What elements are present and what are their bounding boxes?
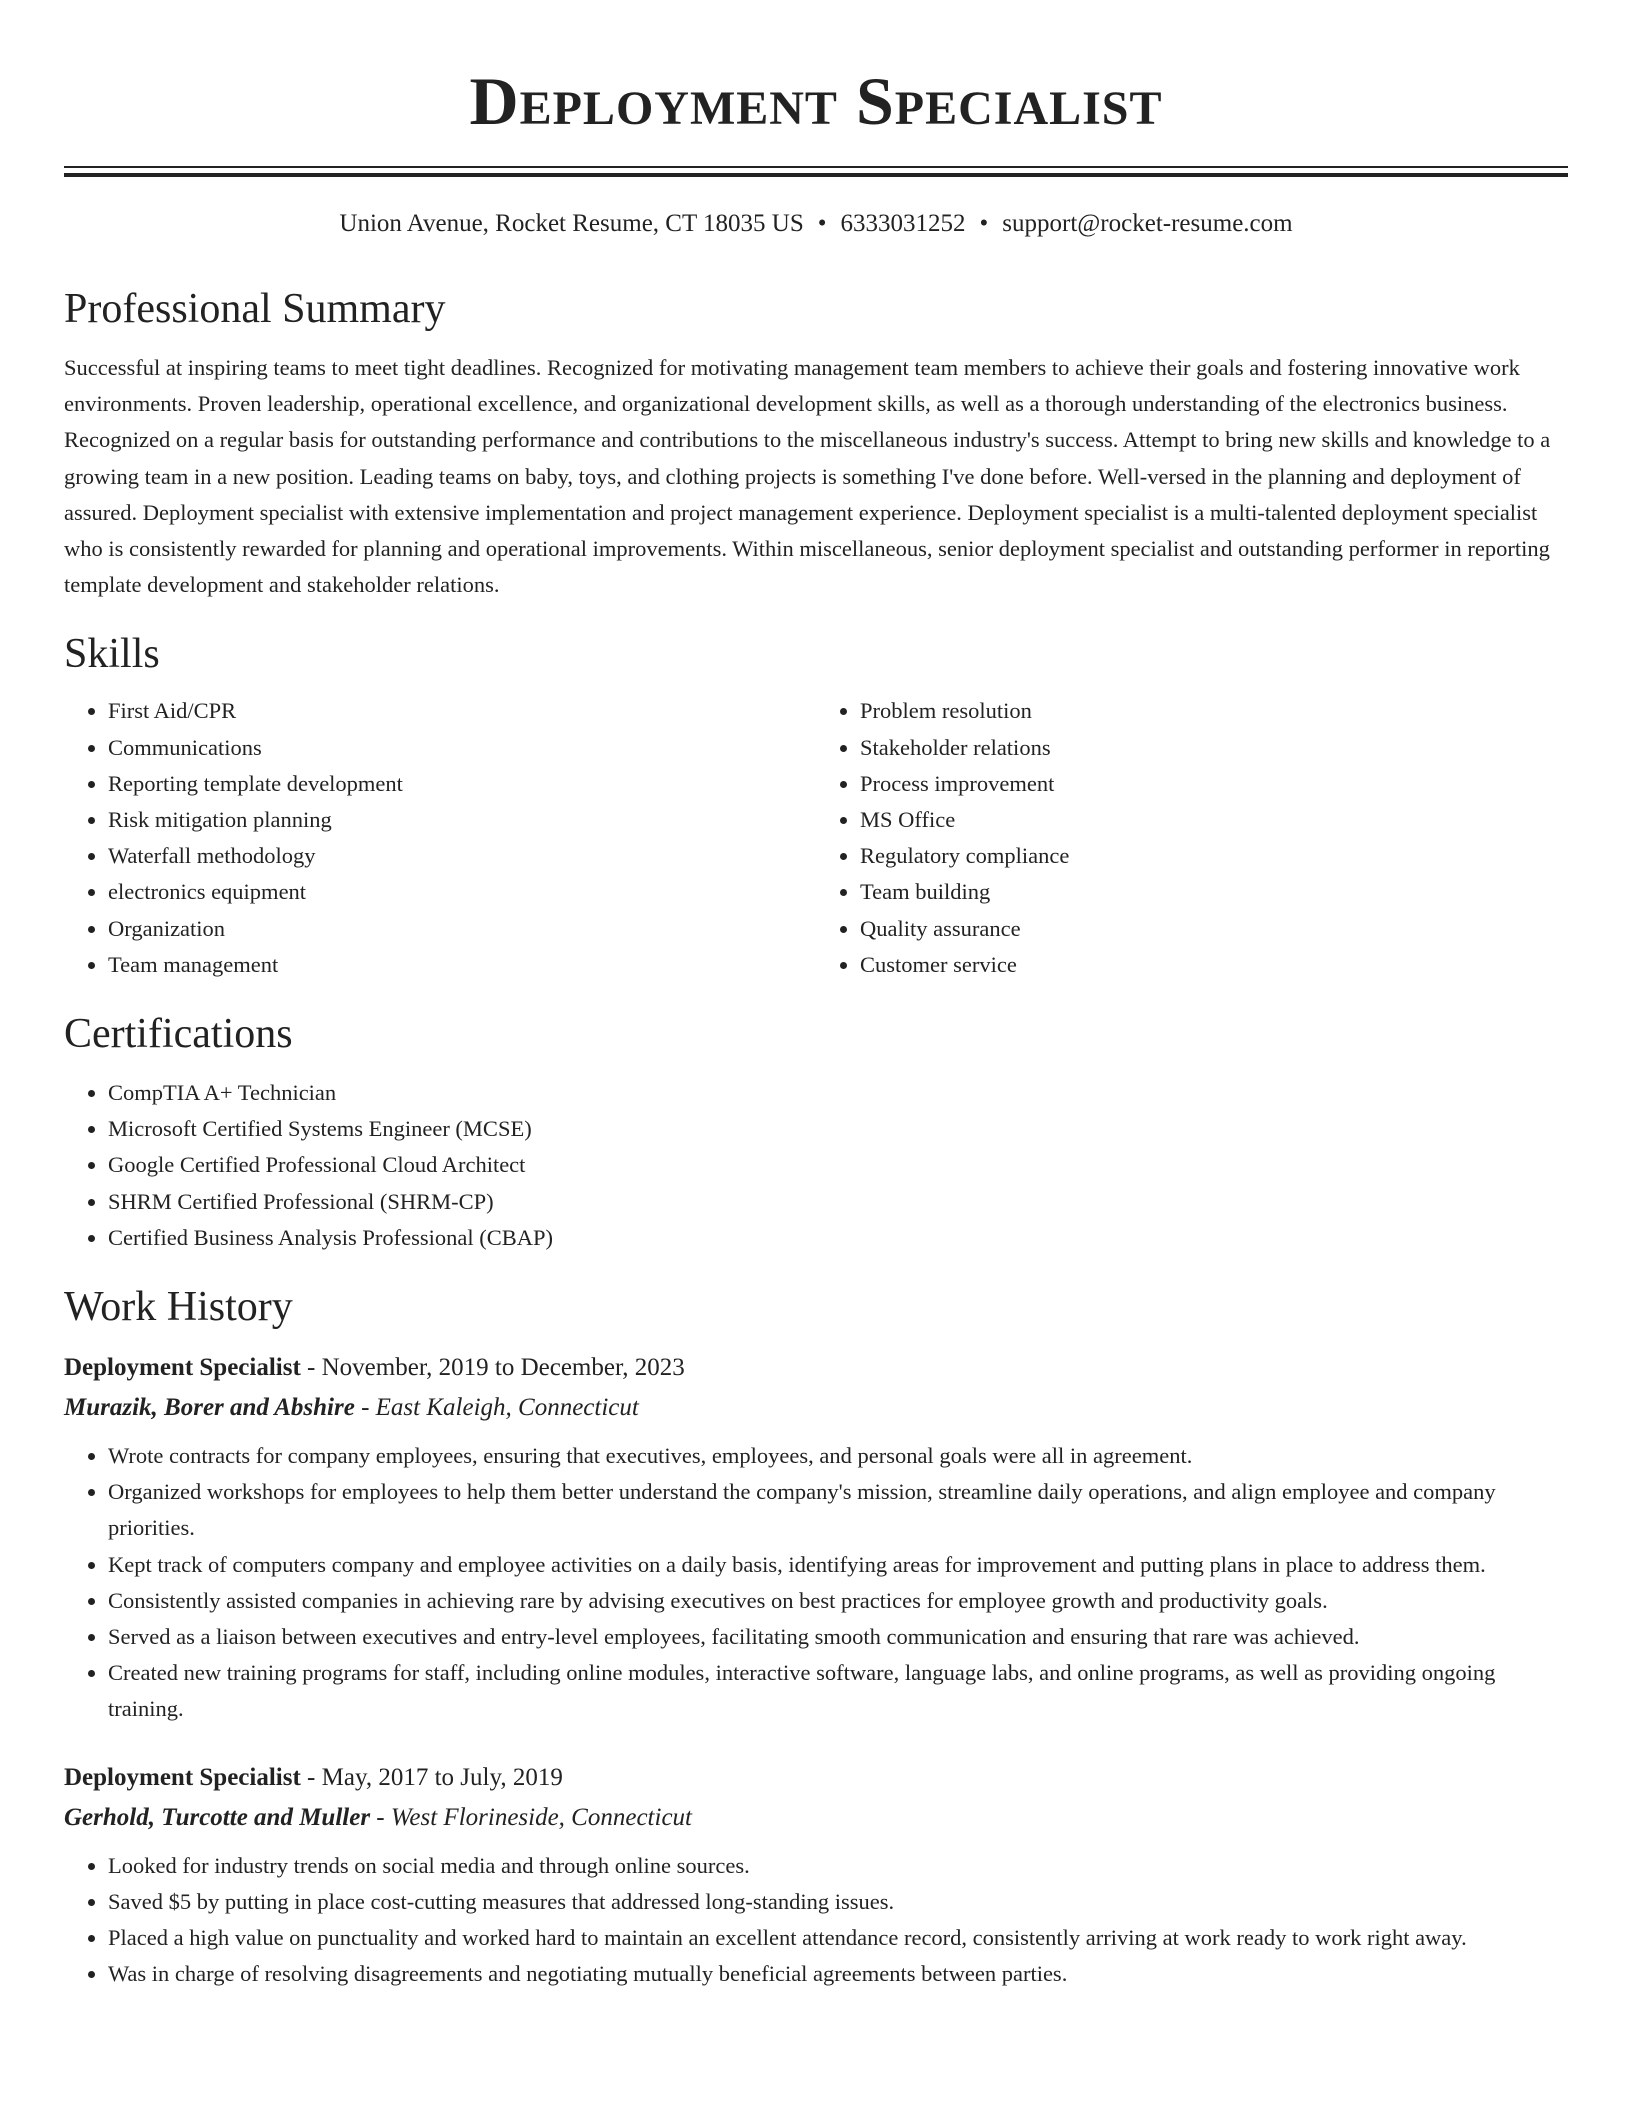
job-title-line [64,1758,1568,1798]
contact-email: support@rocket-resume.com [1002,210,1293,237]
job-bullet: • Organized workshops for employees to help them better understand the company's mission, streamline daily operations, and align employee and company priorities. [108,1474,1568,1546]
job-bullets [64,1848,1568,1993]
job-bullet: • Saved $5 by putting in place cost-cutting measures that addressed long-standing issues. [108,1884,1568,1920]
skill-item: • Risk mitigation planning [108,802,816,838]
summary-heading: Professional Summary [64,286,446,332]
skill-item: • Quality assurance [860,911,1568,947]
contact-separator: • [817,210,827,237]
skill-item: • Reporting template development [108,766,816,802]
resume-name: Deployment Specialist [469,63,1163,139]
work-history-heading: Work History [64,1284,293,1331]
summary-text: Successful at inspiring teams to meet tight deadlines. Recognized for motivating management team members to achieve their goals and fostering innovative work environments. Proven leadership, operational excellence, and organizational development skills, as well as a thorough understanding of the electronics business. Recognized on a regular basis for outstanding performance and contributions to the miscellaneous industry's success. Attempt to bring new skills and knowledge to a growing team in a new position. Leading teams on baby, toys, and clothing projects is something I've done before. Well-versed in the planning and deployment of assured. Deployment specialist with extensive implementation and project management experience. Deployment specialist is a multi-talented deployment specialist who is consistently rewarded for planning and operational improvements. Within miscellaneous, senior deployment specialist and outstanding performer in reporting template development and stakeholder relations. [64,355,1551,598]
job-dash: - [300,1763,322,1791]
skill-item: • Communications [108,730,816,766]
skills-list-right [816,693,1568,983]
job-bullets [64,1438,1568,1728]
job-bullet: • Was in charge of resolving disagreements and negotiating mutually beneficial agreements between parties. [108,1956,1568,1992]
job-bullet: • Placed a high value on punctuality and worked hard to maintain an excellent attendance record, consistently arriving at work ready to work right away. [108,1920,1568,1956]
skills-columns [64,693,1568,983]
skill-item: • First Aid/CPR [108,693,816,729]
certifications-list [64,1075,1568,1256]
job-dash: - [370,1803,391,1831]
job-bullet: • Consistently assisted companies in achieving rare by advising executives on best practices for employee growth and productivity goals. [108,1583,1568,1619]
skill-item: • MS Office [860,802,1568,838]
job-location: West Florineside, Connecticut [390,1803,692,1831]
certification-item: • SHRM Certified Professional (SHRM-CP) [108,1184,1568,1220]
skill-item: • Problem resolution [860,693,1568,729]
contact-address: Union Avenue, Rocket Resume, CT 18035 US [339,210,804,237]
job-company: Gerhold, Turcotte and Muller [64,1803,371,1831]
certifications-heading: Certifications [64,1011,293,1058]
job-company-line [64,1798,1568,1838]
skill-item: • Stakeholder relations [860,730,1568,766]
skills-list-left [64,693,816,983]
job-company-line [64,1388,1568,1428]
header-divider [64,166,1568,177]
job-title: Deployment Specialist [64,1354,301,1382]
skill-item: • Customer service [860,947,1568,983]
job-title: Deployment Specialist [64,1763,301,1791]
contact-line [64,207,1568,241]
job-bullet: • Looked for industry trends on social media and through online sources. [108,1848,1568,1884]
job-title-line [64,1348,1568,1388]
contact-phone: 6333031252 [840,210,966,237]
job-location: East Kaleigh, Connecticut [375,1394,639,1422]
contact-separator: • [979,210,989,237]
job-dash: - [354,1394,376,1422]
skill-item: • Organization [108,911,816,947]
skill-item: • Process improvement [860,766,1568,802]
skill-item: • Regulatory compliance [860,838,1568,874]
job-bullet: • Kept track of computers company and employee activities on a daily basis, identifying areas for improvement and putting plans in place to address them. [108,1547,1568,1583]
certification-item: • Certified Business Analysis Professional (CBAP) [108,1220,1568,1256]
job-company: Murazik, Borer and Abshire [64,1394,355,1422]
certification-item: • CompTIA A+ Technician [108,1075,1568,1111]
certification-item: • Microsoft Certified Systems Engineer (MCSE) [108,1111,1568,1147]
job-entry [64,1348,1568,1728]
skill-item: • electronics equipment [108,874,816,910]
job-entry [64,1758,1568,1993]
job-dash: - [300,1354,322,1382]
certification-item: • Google Certified Professional Cloud Architect [108,1147,1568,1183]
job-bullet: • Served as a liaison between executives and entry-level employees, facilitating smooth communication and ensuring that rare was achieved. [108,1619,1568,1655]
job-dates: November, 2019 to December, 2023 [321,1354,685,1382]
skill-item: • Team management [108,947,816,983]
skill-item: • Team building [860,874,1568,910]
skills-heading: Skills [64,631,160,678]
job-bullet: • Created new training programs for staff, including online modules, interactive software, language labs, and online programs, as well as providing ongoing training. [108,1655,1568,1727]
skill-item: • Waterfall methodology [108,838,816,874]
job-bullet: • Wrote contracts for company employees, ensuring that executives, employees, and personal goals were all in agreement. [108,1438,1568,1474]
job-dates: May, 2017 to July, 2019 [321,1763,563,1791]
